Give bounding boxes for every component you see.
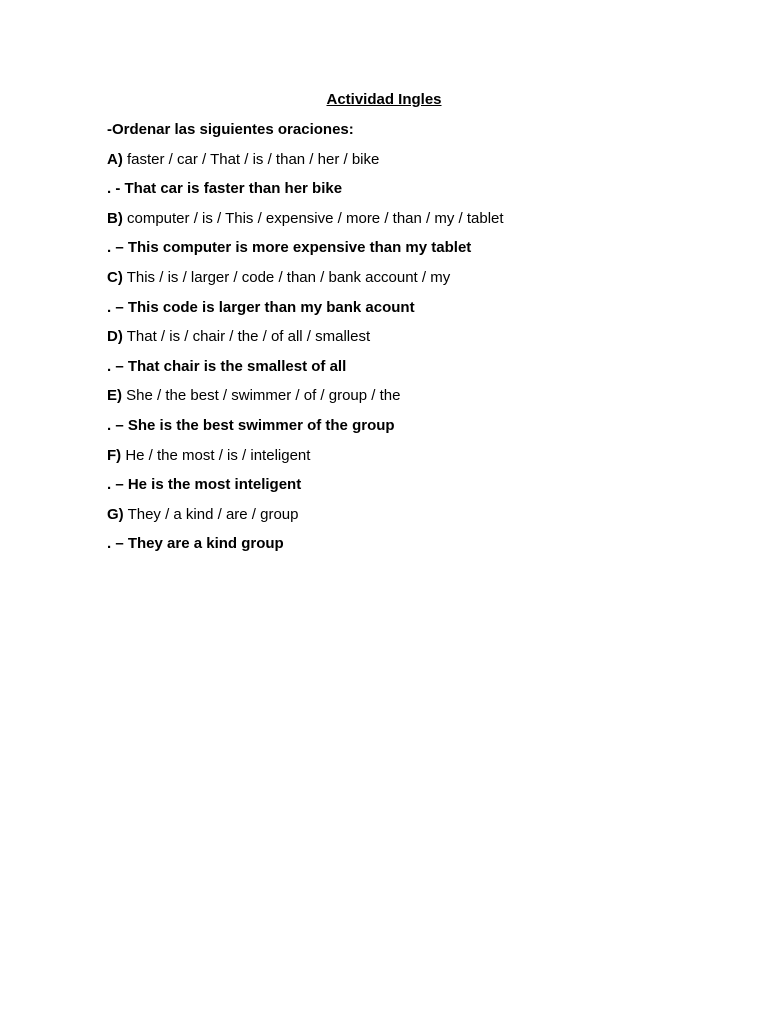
exercise-answer-g: . – They are a kind group (107, 535, 284, 553)
exercise-answer-e: . – She is the best swimmer of the group (107, 416, 395, 434)
exercise-letter: G) (107, 505, 124, 523)
exercise-prompt-e (107, 387, 727, 417)
document-title: Actividad Ingles (326, 91, 442, 108)
exercise-letter: F) (107, 446, 122, 464)
exercise-letter: B) (107, 209, 123, 227)
exercise-answer-c: . – This code is larger than my bank acount (107, 298, 415, 316)
exercise-words: faster / car / That / is / than / her / bike (122, 150, 380, 168)
exercise-prompt-a (107, 151, 727, 181)
exercise-letter: E) (107, 387, 122, 405)
exercise-words: This / is / larger / code / than / bank account / my (122, 268, 451, 286)
exercise-answer-b: . – This computer is more expensive than my tablet (107, 239, 472, 257)
exercise-prompt-c (107, 269, 727, 299)
exercise-words: That / is / chair / the / of all / smallest (122, 328, 371, 346)
exercise-words: She / the best / swimmer / of / group / the (122, 387, 401, 405)
document-content (107, 121, 727, 565)
exercise-answer-a: . - That car is faster than her bike (107, 180, 343, 198)
exercise-prompt-d (107, 328, 727, 358)
exercise-answer-f: . – He is the most inteligent (107, 476, 302, 494)
exercise-answer-d: . – That chair is the smallest of all (107, 357, 347, 375)
exercise-letter: C) (107, 268, 123, 286)
instruction-text: -Ordenar las siguientes oraciones: (107, 121, 354, 138)
exercise-prompt-g (107, 506, 727, 536)
exercise-letter: D) (107, 328, 123, 346)
exercise-words: They / a kind / are / group (123, 505, 299, 523)
exercise-prompt-b (107, 210, 727, 240)
exercise-letter: A) (107, 150, 123, 168)
exercise-prompt-f (107, 447, 727, 477)
exercise-words: He / the most / is / inteligent (121, 446, 311, 464)
exercise-words: computer / is / This / expensive / more / than / my / tablet (122, 209, 504, 227)
